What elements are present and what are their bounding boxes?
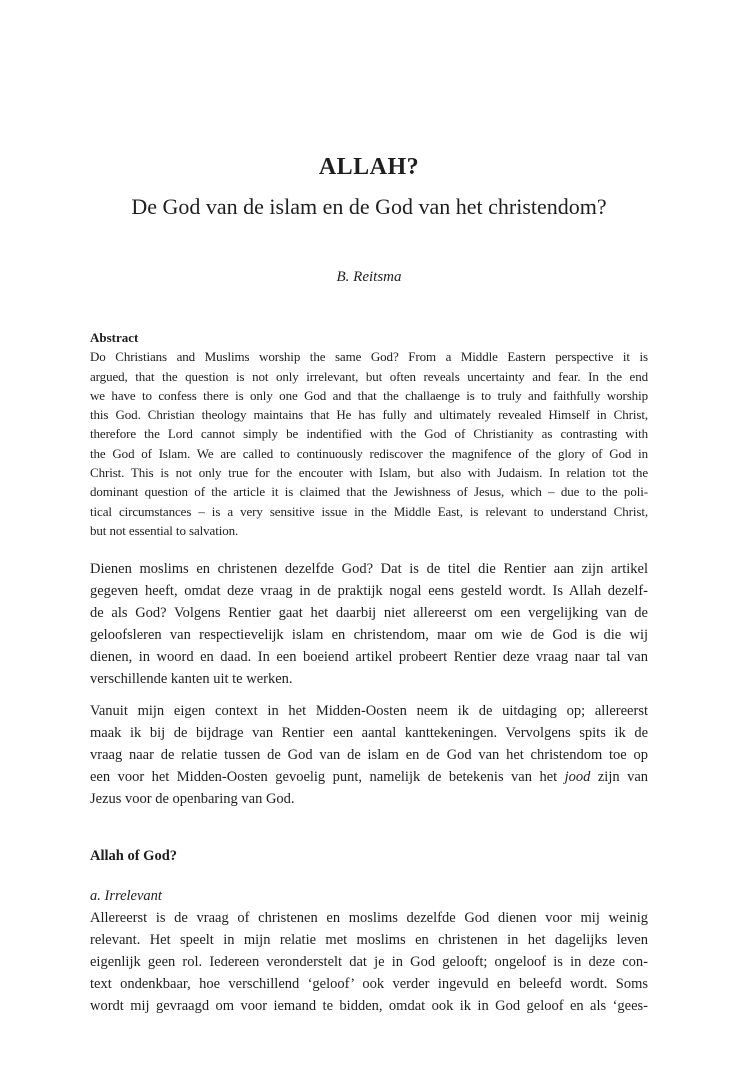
emphasized-text: jood [564, 769, 591, 786]
paragraph-irrelevant-body [90, 907, 648, 1017]
text-line: the God of Islam. We are called to continuously rediscover the magnifence of the glory of God in [90, 445, 648, 461]
abstract-text [90, 347, 648, 540]
text-line: wordt mij gevraagd om voor iemand te bidden, omdat ook ik in God geloof en als ‘gees- [90, 998, 648, 1015]
text-line: Vanuit mijn eigen context in het Midden-Oosten neem ik de uitdaging op; allereerst [90, 703, 648, 720]
abstract-section [90, 328, 648, 540]
article-title: ALLAH? [318, 154, 420, 180]
section-heading-allah-of-god: Allah of God? [90, 848, 178, 865]
text-line: maak ik bij de bijdrage van Rentier een aantal kanttekeningen. Vervolgens spits ik de [90, 725, 648, 742]
paragraph-context-midden-oosten [90, 700, 648, 810]
text-line: argued, that the question is not only irrelevant, but often reveals uncertainty and fear. In the end [90, 368, 648, 384]
author-name: B. Reitsma [336, 269, 402, 285]
text-line: relevant. Het speelt in mijn relatie met moslims en christenen in het dagelijks leven [90, 932, 648, 949]
text-line: geloofsleren van respectievelijk islam en christendom, maar om wie de God is die wij [90, 627, 648, 644]
text-line: this God. Christian theology maintains that He has fully and ultimately revealed Himself in Christ, [90, 407, 648, 423]
text-line: Dienen moslims en christenen dezelfde God? Dat is de titel die Rentier aan zijn artikel [90, 561, 648, 578]
text-line: eigenlijk geen rol. Iedereen veronderstelt dat je in God gelooft; ongeloof is in deze con- [90, 954, 648, 971]
text-line: therefore the Lord cannot simply be indentified with the God of Christianity as contrasting with [90, 426, 648, 442]
text-line: but not essential to salvation. [90, 522, 239, 538]
text-line: text ondenkbaar, hoe verschillend ‘geloof’ ook verder ingevuld en beleefd wordt. Soms [90, 976, 648, 993]
text-segment: een voor het Midden-Oosten gevoelig punt, namelijk de betekenis van het [90, 769, 565, 786]
paragraph-intro-rentier [90, 558, 648, 690]
text-line: tical circumstances – is a very sensitive issue in the Middle East, is relevant to understand Christ, [90, 503, 648, 519]
text-line: verschillende kanten uit te werken. [90, 671, 293, 688]
text-line: we have to confess there is only one God and that the challaenge is to truly and faithfully worship [90, 387, 648, 403]
subsection-heading-irrelevant: a. Irrelevant [90, 888, 162, 905]
text-line: vraag naar de relatie tussen de God van de islam en de God van het christendom toe op [90, 747, 648, 764]
text-line: dominant question of the article it is claimed that the Jewishness of Jesus, which – due to the poli- [90, 484, 648, 500]
article-subtitle: De God van de islam en de God van het christendom? [131, 194, 607, 219]
text-line: dienen, in woord en daad. In een boeiend artikel probeert Rentier deze vraag naar tal van [90, 649, 648, 666]
text-segment: zijn van [590, 769, 648, 786]
text-line: gegeven heeft, omdat deze vraag in de praktijk nogal eens gesteld wordt. Is Allah dezelf- [90, 583, 648, 600]
text-line [90, 766, 648, 788]
text-line: Do Christians and Muslims worship the same God? From a Middle Eastern perspective it is [90, 349, 648, 365]
text-line: Jezus voor de openbaring van God. [90, 791, 295, 808]
text-line: Christ. This is not only true for the encouter with Islam, but also with Judaism. In relation tot the [90, 465, 648, 481]
text-line: Allereerst is de vraag of christenen en moslims dezelfde God dienen voor mij weinig [90, 910, 648, 927]
text-line: de als God? Volgens Rentier gaat het daarbij niet allereerst om een vergelijking van de [90, 605, 648, 622]
abstract-heading: Abstract [90, 330, 139, 345]
